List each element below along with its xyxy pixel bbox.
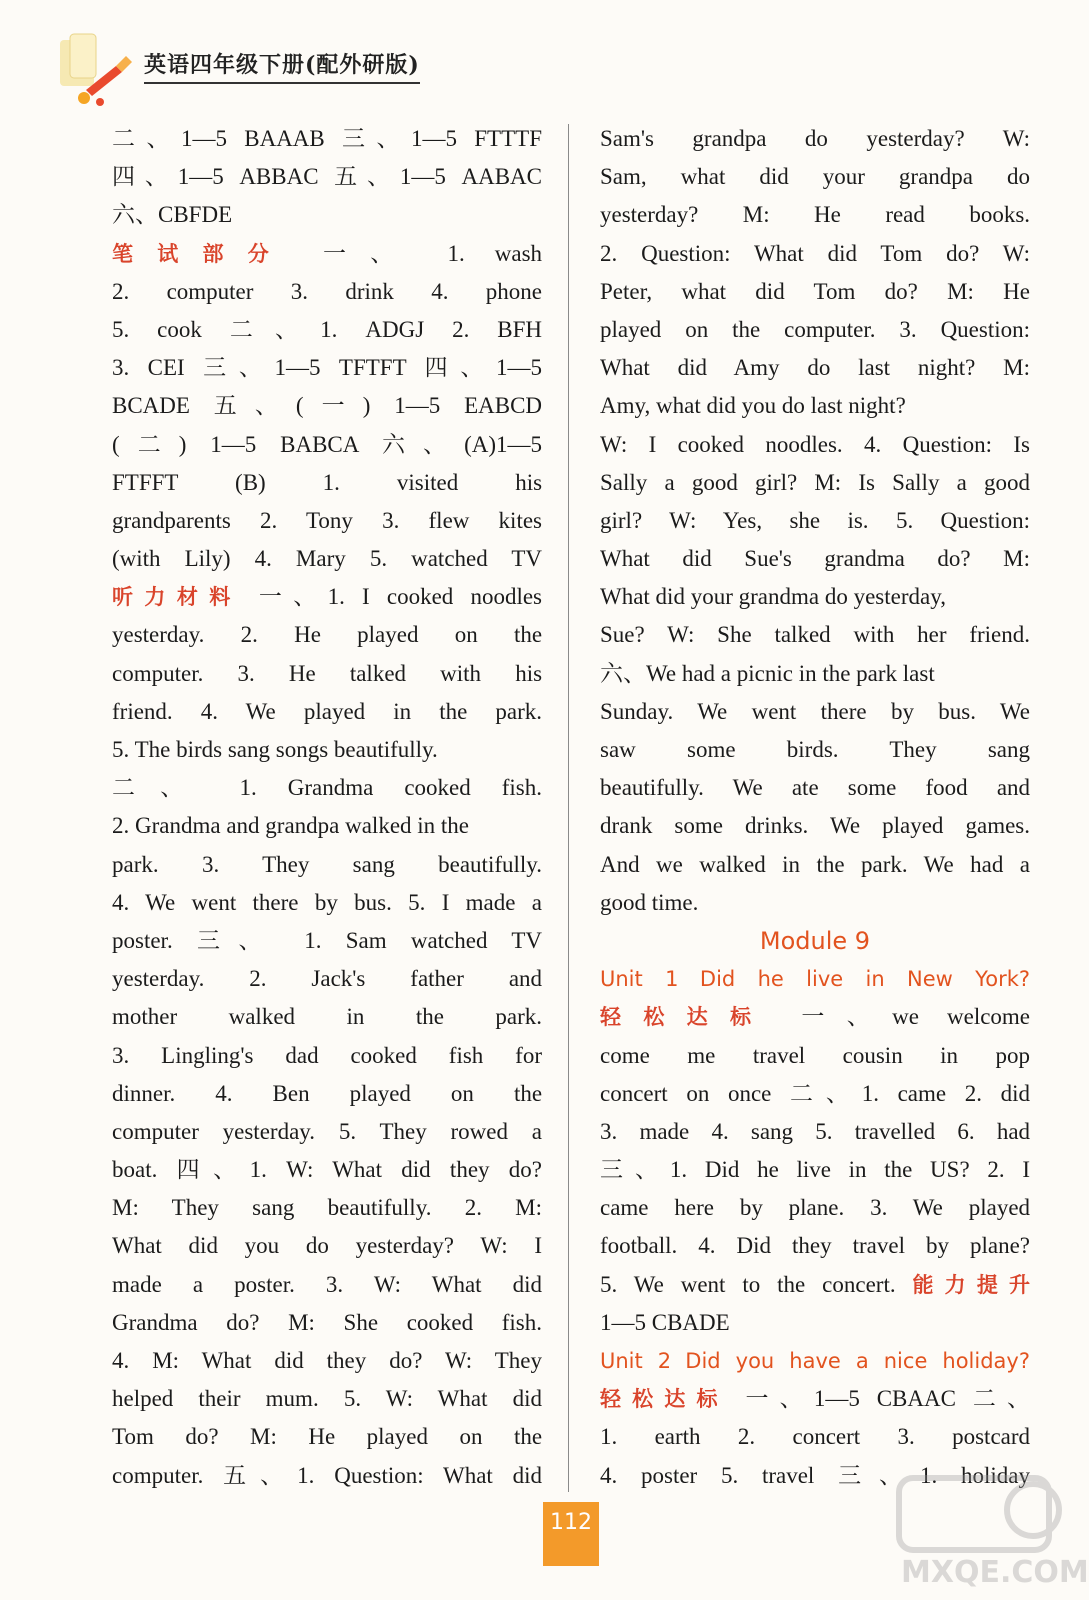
right-line <box>600 1113 1030 1151</box>
left-line <box>112 693 542 731</box>
text-segment: 4. Ben <box>215 1080 310 1106</box>
text-segment: 一、1. I cooked noodles <box>258 584 543 610</box>
text-segment: sang <box>252 1195 295 1221</box>
text-segment: 4. poster <box>600 1462 698 1488</box>
text-segment: 3. We <box>870 1195 943 1221</box>
right-line <box>600 807 1030 845</box>
text-segment: (with Lily) <box>112 546 231 572</box>
text-segment: for <box>515 1042 542 1068</box>
text-segment: the <box>513 1080 543 1106</box>
right-line <box>600 349 1030 387</box>
text-segment: They <box>889 737 937 762</box>
left-line <box>112 1151 542 1189</box>
text-segment: Sally a good girl? <box>600 469 798 495</box>
text-segment: on <box>454 622 478 648</box>
text-segment: 3. postcard <box>897 1424 1031 1450</box>
right-line <box>600 1342 1030 1380</box>
text-segment: 3. They <box>201 851 310 877</box>
text-segment: 5. W: What did <box>343 1386 542 1412</box>
text-segment: Peter, what did Tom do? <box>600 278 918 304</box>
text-segment: beautifully. <box>327 1195 432 1221</box>
text-segment: 3. He <box>237 660 316 686</box>
text-segment: 3. CEI <box>112 355 185 381</box>
right-line <box>600 578 1030 616</box>
text-segment: on <box>686 1080 710 1106</box>
text-segment: father <box>410 966 464 992</box>
text-segment: 一、1—5 CBAAC <box>745 1386 956 1412</box>
text-segment: 5. travel <box>720 1462 815 1488</box>
text-segment: 2. concert <box>737 1424 861 1450</box>
text-segment: yesterday? <box>600 202 699 228</box>
book-logo-icon <box>56 30 146 110</box>
text-segment: 1. visited <box>322 469 459 495</box>
text-segment: watched <box>410 927 488 953</box>
right-line <box>600 1151 1030 1189</box>
text-segment: 2. computer <box>112 278 254 304</box>
text-segment: cooked <box>350 1042 417 1068</box>
section-label: 轻松达标 <box>600 1387 729 1412</box>
right-line <box>600 1189 1030 1227</box>
text-segment: 5. Question: <box>895 507 1030 533</box>
text-segment: (二) <box>112 431 187 457</box>
text-segment: birds. <box>786 737 839 762</box>
left-line <box>112 120 542 158</box>
text-segment: FTFFT <box>112 469 179 495</box>
right-line <box>600 235 1030 273</box>
text-segment: do <box>1007 164 1030 190</box>
text-segment: What <box>431 1271 482 1297</box>
unit-heading: Did you have a nice holiday? <box>685 1349 1031 1373</box>
text-segment: 五、1. Question: What did <box>223 1462 542 1488</box>
text-segment: What did you do yesterday? <box>112 1233 455 1259</box>
text-segment: M: She cooked fish. <box>288 1309 542 1335</box>
text-segment: drank some drinks. <box>600 813 809 839</box>
text-segment: 2. I <box>987 1157 1030 1183</box>
text-segment: 5. The birds sang songs beautifully. <box>112 737 438 762</box>
left-line <box>112 922 542 960</box>
text-segment: boat. <box>112 1157 158 1183</box>
text-segment: on <box>459 1424 483 1450</box>
text-segment: 1—5 <box>210 431 257 457</box>
text-segment: with <box>440 660 482 686</box>
text-segment: 4. sang <box>711 1118 794 1144</box>
text-segment: some <box>847 775 897 801</box>
left-line <box>112 807 542 845</box>
text-segment: (B) <box>235 469 266 495</box>
left-line <box>112 1189 542 1227</box>
text-segment: 3. drink <box>290 278 394 304</box>
text-segment: 四、1—5 ABBAC <box>112 164 319 190</box>
text-segment: 4. phone <box>431 278 542 304</box>
text-segment: poster. <box>112 927 173 953</box>
right-line <box>600 616 1030 654</box>
text-segment: M: He <box>742 202 841 228</box>
text-segment: do? <box>185 1424 219 1450</box>
text-segment: his <box>515 469 543 495</box>
text-segment: Amy, what did you do last night? <box>600 393 906 419</box>
left-column <box>112 120 542 1495</box>
text-segment: played on the computer. <box>600 316 876 342</box>
text-segment: 五、1—5 AABAC <box>334 164 542 190</box>
right-line <box>600 998 1030 1036</box>
text-segment: 四、1—5 <box>424 355 543 381</box>
text-segment: We <box>999 698 1030 724</box>
text-segment: made <box>112 1271 162 1297</box>
text-segment: 3. W: <box>325 1271 402 1297</box>
left-line <box>112 884 542 922</box>
text-segment: beautifully. <box>438 851 543 877</box>
text-segment: here <box>674 1195 714 1221</box>
text-segment: M: <box>1003 355 1031 381</box>
text-segment: pop <box>995 1042 1030 1068</box>
text-segment: 4. M: What did they do? <box>112 1348 423 1373</box>
left-line <box>112 311 542 349</box>
text-segment: 4. Did they travel by plane? <box>698 1233 1030 1259</box>
text-segment: 5. travelled <box>815 1118 936 1144</box>
text-segment: mother <box>112 1004 178 1030</box>
right-line <box>600 387 1030 425</box>
left-line <box>112 502 542 540</box>
left-line <box>112 196 542 234</box>
right-line <box>600 960 1030 998</box>
right-line <box>600 273 1030 311</box>
text-segment: 4. Question: Is <box>864 431 1030 457</box>
text-segment: the <box>415 1004 444 1030</box>
text-segment: TFTFT <box>338 355 407 381</box>
left-line <box>112 1380 542 1418</box>
text-segment: 三、1. holiday <box>838 1462 1031 1488</box>
text-segment: 二、 <box>112 775 209 801</box>
text-segment: M: They <box>112 1195 219 1221</box>
text-segment: 4. Mary <box>254 546 346 572</box>
text-segment: in <box>346 1004 365 1030</box>
text-segment: 一、we <box>801 1004 919 1030</box>
left-line <box>112 426 542 464</box>
text-segment: played <box>968 1195 1031 1221</box>
text-segment: food <box>925 775 968 801</box>
left-line <box>112 1075 542 1113</box>
text-segment: 1. Sam <box>304 927 387 953</box>
text-segment: EABCD <box>464 393 543 419</box>
left-line <box>112 655 542 693</box>
text-segment: park. <box>495 1004 543 1030</box>
text-segment: helped their mum. <box>112 1386 319 1412</box>
text-segment: read <box>885 202 925 228</box>
text-segment: 2. Grandma and grandpa walked in the <box>112 813 470 839</box>
text-segment: 5. I made a <box>408 889 542 915</box>
left-line <box>112 158 542 196</box>
text-segment: We had a <box>923 851 1031 877</box>
text-segment: W: Yes, she is. <box>669 507 869 533</box>
text-segment: on <box>450 1080 474 1106</box>
right-line <box>600 884 1030 922</box>
text-segment: fish <box>448 1042 484 1068</box>
right-column <box>600 120 1030 1495</box>
text-segment: 3. flew kites <box>382 507 542 533</box>
left-line <box>112 1342 542 1380</box>
right-line <box>600 1418 1030 1456</box>
text-segment: 六、CBFDE <box>112 202 233 228</box>
right-line <box>600 1075 1030 1113</box>
page-number: 112 <box>543 1502 599 1566</box>
section-label: 听力材料 <box>112 585 242 610</box>
text-segment: yesterday. <box>112 966 205 992</box>
left-line <box>112 1113 542 1151</box>
text-segment: saw <box>600 737 636 762</box>
left-line <box>112 616 542 654</box>
left-line <box>112 731 542 769</box>
left-line <box>112 540 542 578</box>
right-line <box>600 1037 1030 1075</box>
text-segment: And we walked in the park. <box>600 851 908 877</box>
right-line <box>600 502 1030 540</box>
text-segment: We <box>732 775 763 801</box>
text-segment: cousin <box>842 1042 903 1068</box>
text-segment: 2. He <box>240 622 321 648</box>
text-segment: in <box>940 1042 959 1068</box>
text-segment: 五、(一) <box>213 393 371 419</box>
left-line <box>112 1266 542 1304</box>
left-line <box>112 578 542 616</box>
text-segment: ate <box>791 775 819 801</box>
text-segment: W: I <box>480 1233 543 1259</box>
text-segment: What did Amy do last night? <box>600 355 976 381</box>
text-segment: fish. <box>501 775 542 801</box>
text-segment: 三、1—5 FTTTF <box>342 126 542 151</box>
text-segment: 一、 <box>323 240 418 266</box>
text-segment: 2. did <box>964 1080 1031 1106</box>
text-segment: 2. BFH <box>452 316 543 342</box>
text-segment: 1—5 CBADE <box>600 1309 730 1335</box>
right-line <box>600 1266 1030 1304</box>
text-segment: BABCA <box>280 431 359 457</box>
text-segment: We went there by bus. <box>697 698 976 724</box>
text-segment: sang <box>987 737 1030 762</box>
right-line <box>600 158 1030 196</box>
text-segment: a <box>192 1271 204 1297</box>
text-segment: welcome <box>947 1004 1031 1030</box>
text-segment: played <box>349 1080 411 1106</box>
text-segment: some <box>687 737 736 762</box>
text-segment: computer yesterday. <box>112 1118 316 1144</box>
text-segment: cooked <box>404 775 471 801</box>
unit-heading: Unit 1 <box>600 967 679 992</box>
text-segment: What did your grandma do yesterday, <box>600 584 946 610</box>
right-line <box>600 846 1030 884</box>
text-segment: did <box>512 1271 542 1297</box>
text-segment: 6. had <box>957 1118 1031 1144</box>
right-line <box>600 1304 1030 1342</box>
left-line <box>112 960 542 998</box>
text-segment: 二、1. ADGJ <box>229 316 425 342</box>
text-segment: 1. wash <box>447 240 543 266</box>
text-segment: the <box>513 1424 543 1450</box>
text-segment: Sam, <box>600 164 647 190</box>
text-segment: 2. M: <box>464 1195 543 1221</box>
right-line <box>600 769 1030 807</box>
text-segment: played <box>357 622 419 648</box>
page-header <box>56 30 476 110</box>
text-segment: Sunday. <box>600 698 674 724</box>
text-segment: 5. cook <box>112 316 202 342</box>
left-line <box>112 464 542 502</box>
text-segment: W: <box>1002 240 1030 266</box>
text-segment: 四、1. W: What did they do? <box>176 1157 542 1183</box>
column-divider <box>568 124 569 1492</box>
text-segment: and <box>508 966 543 992</box>
text-segment: computer. <box>112 1462 204 1488</box>
text-segment: the <box>513 622 543 648</box>
left-line <box>112 349 542 387</box>
text-segment: once <box>727 1080 772 1106</box>
text-segment: your <box>822 164 865 190</box>
text-segment: and <box>996 775 1031 801</box>
text-segment: 二、1. came <box>789 1080 947 1106</box>
text-segment: concert <box>600 1080 668 1106</box>
watermark-logo <box>895 1470 1089 1590</box>
text-segment: dinner. <box>112 1080 176 1106</box>
text-segment: grandparents <box>112 507 231 533</box>
text-segment: friend. <box>112 698 173 724</box>
left-line <box>112 1227 542 1265</box>
watermark-text: MXQE.COM <box>901 1555 1089 1590</box>
text-segment: W: I cooked noodles. <box>600 431 843 457</box>
right-line <box>600 693 1030 731</box>
left-line <box>112 769 542 807</box>
text-segment: 4. We played in the park. <box>200 698 543 724</box>
text-segment: 3. made <box>600 1118 690 1144</box>
text-segment: talked <box>349 660 407 686</box>
text-segment: Tom <box>112 1424 154 1450</box>
left-line <box>112 1457 542 1495</box>
text-segment: M: He <box>250 1424 336 1450</box>
text-segment: what <box>680 164 726 190</box>
section-label: 轻松达标 <box>600 1005 774 1030</box>
left-line <box>112 273 542 311</box>
text-segment: 4. We went there by bus. <box>112 889 392 915</box>
right-line <box>600 1227 1030 1265</box>
text-segment: M: <box>1003 546 1031 572</box>
text-segment: beautifully. <box>600 775 704 801</box>
right-line <box>600 426 1030 464</box>
text-segment: 2. Tony <box>259 507 353 533</box>
text-segment: walked <box>228 1004 296 1030</box>
text-segment: by <box>739 1195 763 1221</box>
text-segment: Sue? <box>600 622 645 648</box>
left-line <box>112 235 542 273</box>
text-segment: come <box>600 1042 650 1068</box>
left-line <box>112 1037 542 1075</box>
text-segment: books. <box>969 202 1031 228</box>
right-line <box>600 311 1030 349</box>
text-segment: his <box>515 660 543 686</box>
text-segment: W: <box>1002 126 1030 151</box>
right-line <box>600 731 1030 769</box>
text-segment: 二、1—5 BAAAB <box>112 126 325 151</box>
text-segment: 2. Jack's <box>249 966 366 992</box>
left-line <box>112 998 542 1036</box>
text-segment: dad <box>285 1042 319 1068</box>
text-segment: Grandma do? <box>112 1309 260 1335</box>
book-title: 英语四年级下册(配外研版) <box>144 48 420 84</box>
text-segment: W: She talked with her friend. <box>667 622 1030 648</box>
text-segment: me <box>687 1042 716 1068</box>
module-heading: Module 9 <box>759 926 871 955</box>
text-segment: sang <box>352 851 395 877</box>
right-line <box>600 540 1030 578</box>
left-line <box>112 1418 542 1456</box>
text-segment: football. <box>600 1233 678 1259</box>
text-segment: computer. <box>112 660 204 686</box>
right-line <box>600 196 1030 234</box>
left-line <box>112 846 542 884</box>
text-segment: W: They <box>444 1348 542 1373</box>
text-segment: What did Sue's grandma do? <box>600 546 971 572</box>
text-segment: girl? <box>600 507 643 533</box>
text-segment: played <box>366 1424 428 1450</box>
text-segment: park. <box>112 851 159 877</box>
text-segment: plane. <box>788 1195 845 1221</box>
text-segment: BCADE <box>112 393 190 419</box>
text-segment: good time. <box>600 889 699 915</box>
unit-heading: Did he live in New York? <box>699 967 1031 992</box>
text-segment: We played games. <box>829 813 1030 839</box>
text-segment: Sam's grandpa do yesterday? <box>600 126 965 151</box>
right-line <box>600 464 1030 502</box>
text-segment: 三、 <box>196 927 280 953</box>
text-segment: 5. They rowed a <box>338 1118 543 1144</box>
right-line <box>600 922 1030 960</box>
text-segment: 3. Question: <box>899 316 1031 342</box>
right-line <box>600 655 1030 693</box>
text-segment: 5. We went to the concert. <box>600 1271 896 1297</box>
right-line <box>600 1380 1030 1418</box>
left-line <box>112 1304 542 1342</box>
text-segment: 六、(A)1—5 <box>381 431 543 457</box>
text-segment: 二、 <box>972 1386 1031 1412</box>
text-segment: 2. Question: What did Tom do? <box>600 240 980 266</box>
text-segment: 六、We had a picnic in the park last <box>600 660 935 686</box>
text-segment: 1. Grandma <box>239 775 374 801</box>
text-segment: 三、1—5 <box>203 355 321 381</box>
text-segment: came <box>600 1195 649 1221</box>
text-segment: did <box>759 164 789 190</box>
text-segment: 三、1. Did he live in the US? <box>600 1157 970 1183</box>
section-label: 能力提升 <box>912 1272 1030 1297</box>
right-line <box>600 120 1030 158</box>
text-segment: M: He <box>947 278 1031 304</box>
text-segment: travel <box>752 1042 806 1068</box>
section-label: 笔试部分 <box>112 241 293 266</box>
left-line <box>112 387 542 425</box>
text-segment: yesterday. <box>112 622 205 648</box>
text-segment: 5. watched TV <box>369 546 543 572</box>
text-segment: grandpa <box>898 164 973 190</box>
text-segment: 1—5 <box>394 393 441 419</box>
text-segment: M: Is Sally a good <box>814 469 1031 495</box>
text-segment: 3. Lingling's <box>112 1042 254 1068</box>
text-segment: TV <box>511 927 542 953</box>
text-segment: 1. earth <box>600 1424 701 1450</box>
unit-heading: Unit 2 <box>600 1349 672 1373</box>
text-segment: poster. <box>234 1271 295 1297</box>
